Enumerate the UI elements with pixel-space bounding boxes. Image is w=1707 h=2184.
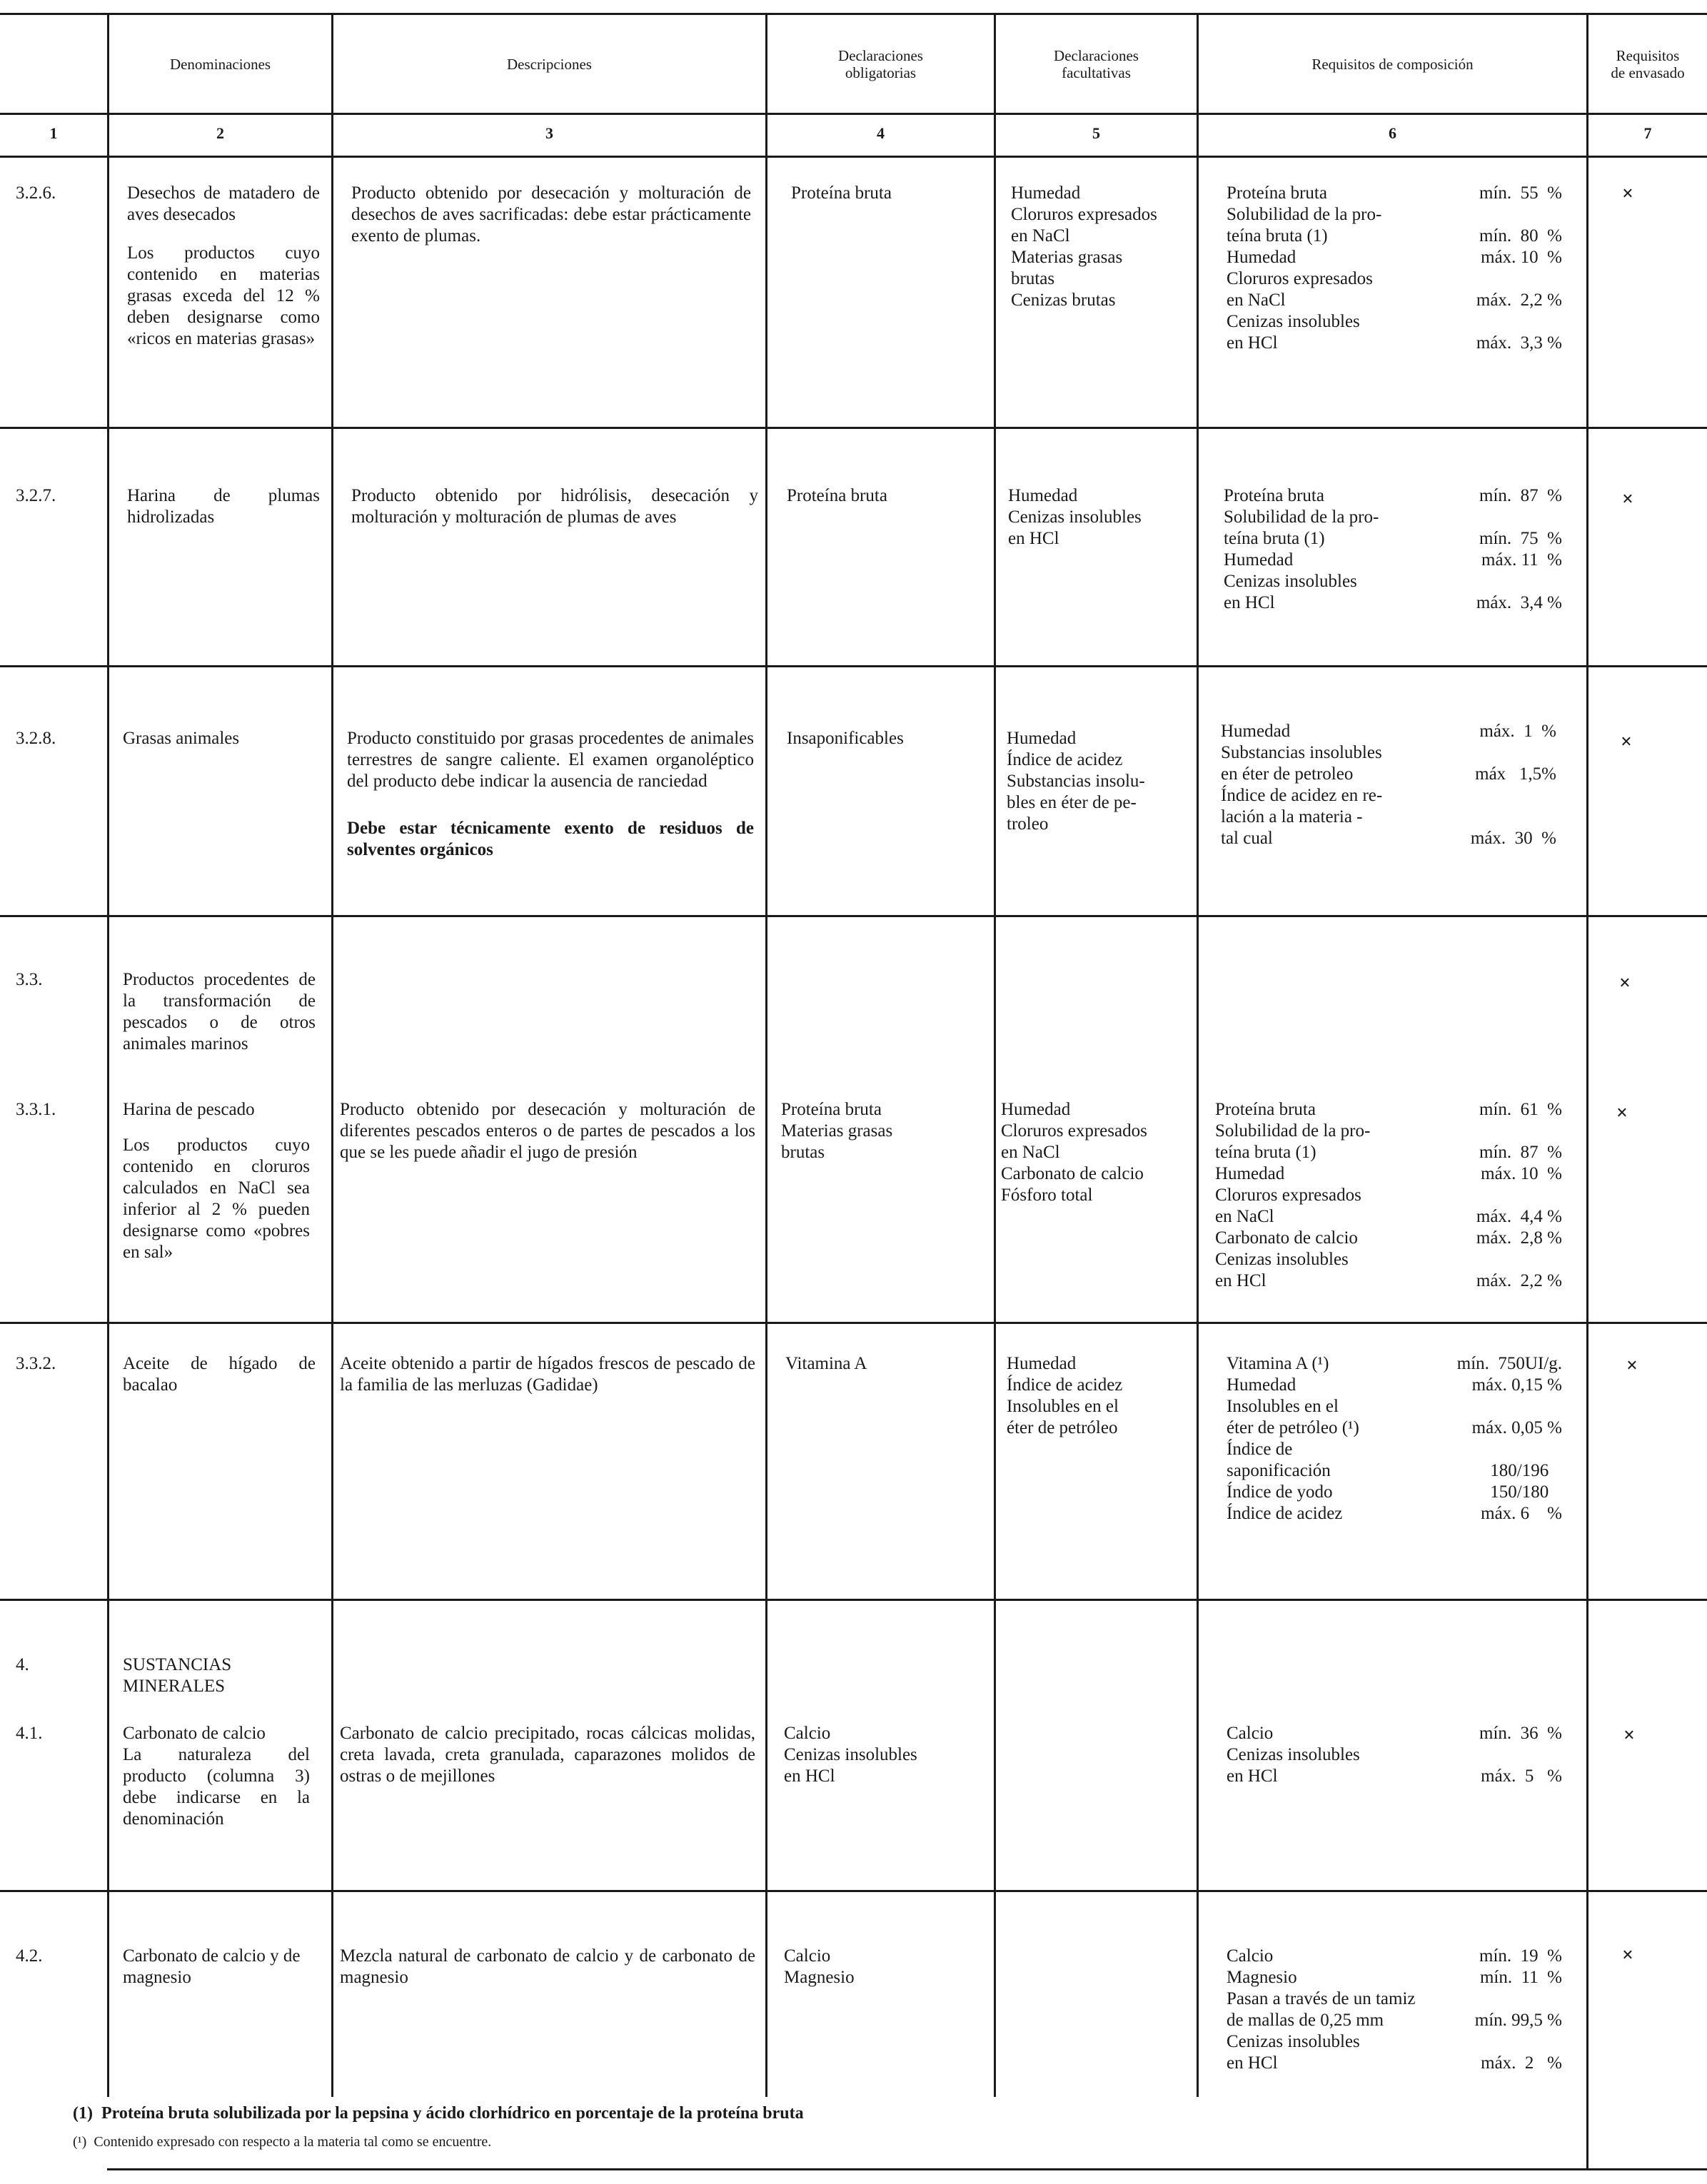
requirement-item — [1215, 1099, 1562, 1121]
requirement-value: máx. 0,05 % — [1471, 1418, 1562, 1437]
requirement-item — [1224, 507, 1562, 550]
requirement-label: Calcio — [1227, 1946, 1274, 1966]
requirement-label: Cloruros expresados en NaCl — [1227, 269, 1373, 310]
row-code: 3.2.6. — [16, 183, 56, 203]
requirement-label: Cenizas insolubles en HCl — [1227, 312, 1360, 353]
requirement-value: mín. 99,5 % — [1474, 2011, 1562, 2030]
requirement-value: 180/196 — [1490, 1461, 1562, 1480]
row-description: Carbonato de calcio precipitado, rocas cálcicas molidas, creta lavada, creta granulada, caparazones molidos de ostras o de mejillones — [340, 1724, 755, 1786]
row-divider — [0, 1599, 1707, 1601]
footnote-1: (1) Proteína bruta solubilizada por la pepsina y ácido clorhídrico en porcentaje de la proteína bruta — [73, 2104, 804, 2123]
requirement-value: máx. 3,3 % — [1476, 333, 1562, 353]
requirement-item — [1227, 1439, 1562, 1482]
row-name: Harina de pescado — [123, 1100, 255, 1119]
requirement-item — [1227, 1482, 1562, 1503]
requirement-label: Vitamina A (¹) — [1227, 1354, 1329, 1373]
column-number: 4 — [877, 124, 885, 142]
column-rule — [994, 13, 996, 2097]
header-bottom-rule — [0, 113, 1707, 115]
row-description: Producto obtenido por desecación y molturación de diferentes pescados enteros o de partes de pescados a los que se les puede añadir el jugo de presión — [340, 1100, 755, 1162]
requirement-item — [1227, 1503, 1562, 1525]
row-mandatory: Proteína bruta Materias grasas brutas — [781, 1100, 893, 1162]
header-col7: Requisitos de envasado — [1611, 46, 1685, 81]
header-col3: Descripciones — [507, 55, 592, 73]
requirement-value: mín. 55 % — [1479, 183, 1562, 203]
requirement-item — [1227, 1353, 1562, 1375]
requirement-value: mín. 80 % — [1479, 226, 1562, 246]
requirement-label: Índice de acidez en re- lación a la materia - tal cual — [1221, 786, 1383, 848]
row-description: Aceite obtenido a partir de hígados frescos de pescado de la familia de las merluzas (Gadidae) — [340, 1354, 755, 1395]
row-name: SUSTANCIAS MINERALES — [123, 1655, 232, 1696]
requirement-label: Carbonato de calcio — [1215, 1228, 1358, 1248]
requirement-value: mín. 750UI/g. — [1456, 1354, 1562, 1373]
requirement-item — [1227, 2031, 1562, 2074]
requirement-label: Substancias insolubles en éter de petroleo — [1221, 743, 1382, 784]
row-name: Desechos de matadero de aves desecados — [127, 183, 320, 224]
packaging-mark: × — [1626, 1355, 1638, 1377]
row-code: 4.2. — [16, 1946, 43, 1966]
requirement-value: máx. 2,2 % — [1476, 1271, 1562, 1290]
row-optional: Humedad Cenizas insolubles en HCl — [1008, 486, 1142, 548]
requirement-value: máx. 3,4 % — [1476, 593, 1562, 612]
requirement-label: Índice de acidez — [1227, 1504, 1343, 1523]
row-mandatory: Calcio Cenizas insolubles en HCl — [784, 1724, 917, 1786]
requirement-value: máx. 6 % — [1481, 1504, 1562, 1523]
requirement-label: Humedad — [1227, 1375, 1296, 1395]
requirement-label: Calcio — [1227, 1724, 1274, 1743]
requirement-item — [1227, 1946, 1562, 1967]
row-name: Carbonato de calcio y de magnesio — [123, 1946, 301, 1987]
requirement-item — [1215, 1121, 1562, 1163]
row-requirements — [1221, 721, 1556, 849]
packaging-mark: × — [1619, 972, 1631, 994]
requirement-label: Proteína bruta — [1224, 486, 1324, 505]
requirement-item — [1227, 1988, 1562, 2031]
header-col6: Requisitos de composición — [1311, 55, 1474, 73]
requirement-item — [1215, 1163, 1562, 1185]
row-name: Harina de plumas hidrolizadas — [127, 486, 320, 527]
row-name: Carbonato de calcio — [123, 1724, 266, 1743]
column-rule — [1197, 13, 1199, 2097]
row-note: Los productos cuyo contenido en materias grasas exceda del 12 % deben designarse como «ricos en materias grasas» — [127, 243, 320, 348]
requirement-value: máx. 10 % — [1481, 248, 1562, 267]
row-optional: Humedad Índice de acidez Substancias insolu- bles en éter de pe- troleo — [1007, 729, 1145, 834]
column-rule — [1586, 13, 1588, 2168]
row-code: 3.3. — [16, 970, 43, 989]
requirement-label: Solubilidad de la pro- teína bruta (1) — [1224, 507, 1379, 548]
requirement-item — [1227, 1967, 1562, 1988]
requirement-item — [1215, 1228, 1562, 1249]
row-requirements — [1227, 1946, 1562, 2074]
requirement-value: máx. 5 % — [1481, 1766, 1562, 1786]
requirement-item — [1221, 742, 1556, 785]
requirement-label: Humedad — [1227, 248, 1296, 267]
requirement-label: Proteína bruta — [1227, 183, 1327, 203]
requirement-item — [1227, 183, 1562, 204]
row-note: Los productos cuyo contenido en cloruros calculados en NaCl sea inferior al 2 % pueden designarse como «pobres en sal» — [123, 1136, 310, 1262]
row-name: Productos procedentes de la transformación de pescados o de otros animales marinos — [123, 970, 316, 1053]
row-description: Mezcla natural de carbonato de calcio y de carbonato de magnesio — [340, 1946, 755, 1987]
requirement-item — [1227, 268, 1562, 311]
row-optional: Humedad Índice de acidez Insolubles en el éter de petróleo — [1007, 1354, 1123, 1437]
row-name: Grasas animales — [123, 729, 240, 748]
requirement-item — [1221, 785, 1556, 849]
row-code: 3.3.2. — [16, 1354, 56, 1373]
row-description: Producto constituido por grasas procedentes de animales terrestres de sangre caliente. El examen organoléptico del producto debe indicar la ausencia de ranciedad — [347, 729, 754, 791]
row-code: 4. — [16, 1655, 29, 1674]
requirement-item — [1221, 721, 1556, 742]
row-mandatory: Insaponificables — [787, 729, 904, 748]
requirement-value: mín. 19 % — [1479, 1946, 1562, 1966]
column-number: 7 — [1643, 124, 1652, 142]
requirement-label: Cloruros expresados en NaCl — [1215, 1185, 1361, 1226]
requirement-item — [1224, 571, 1562, 614]
row-requirements — [1227, 1723, 1562, 1787]
row-requirements — [1227, 1353, 1562, 1525]
requirement-value: máx. 4,4 % — [1476, 1207, 1562, 1226]
column-number: 3 — [545, 124, 553, 142]
row-note: La naturaleza del producto (columna 3) debe indicarse en la denominación — [123, 1745, 310, 1829]
requirement-value: mín. 87 % — [1479, 1143, 1562, 1162]
row-optional: Humedad Cloruros expresados en NaCl Materias grasas brutas Cenizas brutas — [1011, 183, 1157, 310]
requirement-item — [1227, 204, 1562, 247]
requirement-value: máx. 10 % — [1481, 1164, 1562, 1183]
header-col5: Declaraciones facultativas — [1054, 46, 1139, 81]
row-divider — [0, 665, 1707, 667]
requirement-label: Cenizas insolubles en HCl — [1224, 572, 1357, 612]
requirement-item — [1227, 1375, 1562, 1396]
requirement-item — [1227, 1744, 1562, 1787]
row-description: Producto obtenido por hidrólisis, desecación y molturación y molturación de plumas de aves — [351, 486, 758, 527]
requirement-value: máx. 11 % — [1481, 550, 1562, 570]
requirement-value: máx. 30 % — [1470, 829, 1556, 848]
requirement-value: mín. 61 % — [1479, 1100, 1562, 1119]
row-description-extra: Debe estar técnicamente exento de residuos de solventes orgánicos — [347, 819, 754, 859]
requirement-label: Solubilidad de la pro- teína bruta (1) — [1215, 1121, 1371, 1162]
row-divider — [0, 427, 1707, 429]
row-requirements — [1227, 183, 1562, 354]
row-code: 3.2.7. — [16, 486, 56, 505]
requirement-item — [1224, 550, 1562, 571]
packaging-mark: × — [1616, 1102, 1628, 1124]
row-divider — [0, 915, 1707, 917]
requirement-label: Magnesio — [1227, 1968, 1297, 1987]
requirement-value: máx. 2 % — [1481, 2053, 1562, 2073]
row-code: 3.3.1. — [16, 1100, 56, 1119]
requirement-label: Humedad — [1215, 1164, 1285, 1183]
requirement-label: Índice de saponificación — [1227, 1440, 1331, 1480]
row-optional: Humedad Cloruros expresados en NaCl Carbonato de calcio Fósforo total — [1001, 1100, 1147, 1205]
row-mandatory: Proteína bruta — [787, 486, 887, 505]
requirement-label: Humedad — [1221, 722, 1291, 741]
column-number: 2 — [216, 124, 224, 142]
requirement-label: Proteína bruta — [1215, 1100, 1316, 1119]
requirement-value: mín. 11 % — [1479, 1968, 1562, 1987]
requirement-item — [1215, 1249, 1562, 1292]
requirement-label: Cenizas insolubles en HCl — [1227, 2032, 1360, 2073]
requirement-label: Humedad — [1224, 550, 1294, 570]
row-mandatory: Proteína bruta — [791, 183, 892, 203]
row-requirements — [1215, 1099, 1562, 1292]
requirement-label: Cenizas insolubles en HCl — [1215, 1250, 1349, 1290]
row-divider — [0, 1322, 1707, 1324]
requirement-value: máx. 2,8 % — [1476, 1228, 1562, 1248]
column-number: 6 — [1389, 124, 1396, 142]
packaging-mark: × — [1621, 731, 1632, 753]
requirement-label: Índice de yodo — [1227, 1482, 1333, 1502]
row-divider — [0, 1890, 1707, 1892]
packaging-mark: × — [1622, 488, 1633, 510]
requirement-value: máx. 2,2 % — [1476, 290, 1562, 310]
requirement-label: Solubilidad de la pro- teína bruta (1) — [1227, 205, 1382, 246]
requirement-value: máx 1,5% — [1475, 764, 1556, 784]
packaging-mark: × — [1622, 183, 1633, 205]
requirement-item — [1227, 1723, 1562, 1744]
requirement-item — [1227, 247, 1562, 268]
column-number: 5 — [1092, 124, 1100, 142]
requirement-label: Cenizas insolubles en HCl — [1227, 1745, 1360, 1786]
table-bottom-rule — [107, 2168, 1707, 2170]
requirement-item — [1215, 1185, 1562, 1228]
column-rule — [107, 13, 109, 2097]
column-rule — [331, 13, 333, 2097]
packaging-mark: × — [1622, 1944, 1633, 1966]
packaging-mark: × — [1623, 1724, 1635, 1746]
requirement-label: Insolubles en el éter de petróleo (¹) — [1227, 1397, 1359, 1437]
column-number: 1 — [49, 124, 58, 142]
row-requirements — [1224, 485, 1562, 614]
row-mandatory: Calcio Magnesio — [784, 1946, 855, 1987]
requirement-value: máx. 0,15 % — [1471, 1375, 1562, 1395]
requirement-value: mín. 87 % — [1479, 486, 1562, 505]
row-name: Aceite de hígado de bacalao — [123, 1354, 316, 1395]
requirement-value: 150/180 — [1490, 1482, 1562, 1502]
footnote-2: (¹) Contenido expresado con respecto a la materia tal como se encuentre. — [73, 2134, 492, 2150]
row-code: 4.1. — [16, 1724, 43, 1743]
requirement-value: mín. 75 % — [1479, 529, 1562, 548]
header-col2: Denominaciones — [169, 55, 271, 73]
requirement-item — [1227, 311, 1562, 354]
colnum-bottom-rule — [0, 156, 1707, 158]
requirement-value: mín. 36 % — [1479, 1724, 1562, 1743]
column-rule — [765, 13, 767, 2097]
requirement-item — [1227, 1396, 1562, 1439]
header-col4: Declaraciones obligatorias — [838, 46, 923, 81]
requirement-item — [1224, 485, 1562, 507]
requirement-value: máx. 1 % — [1479, 722, 1556, 741]
row-mandatory: Vitamina A — [785, 1354, 867, 1373]
requirement-label: Pasan a través de un tamiz de mallas de 0,25 mm — [1227, 1989, 1416, 2030]
row-description: Producto obtenido por desecación y molturación de desechos de aves sacrificadas: debe estar prácticamente exento de plumas. — [351, 183, 751, 246]
row-code: 3.2.8. — [16, 729, 56, 748]
